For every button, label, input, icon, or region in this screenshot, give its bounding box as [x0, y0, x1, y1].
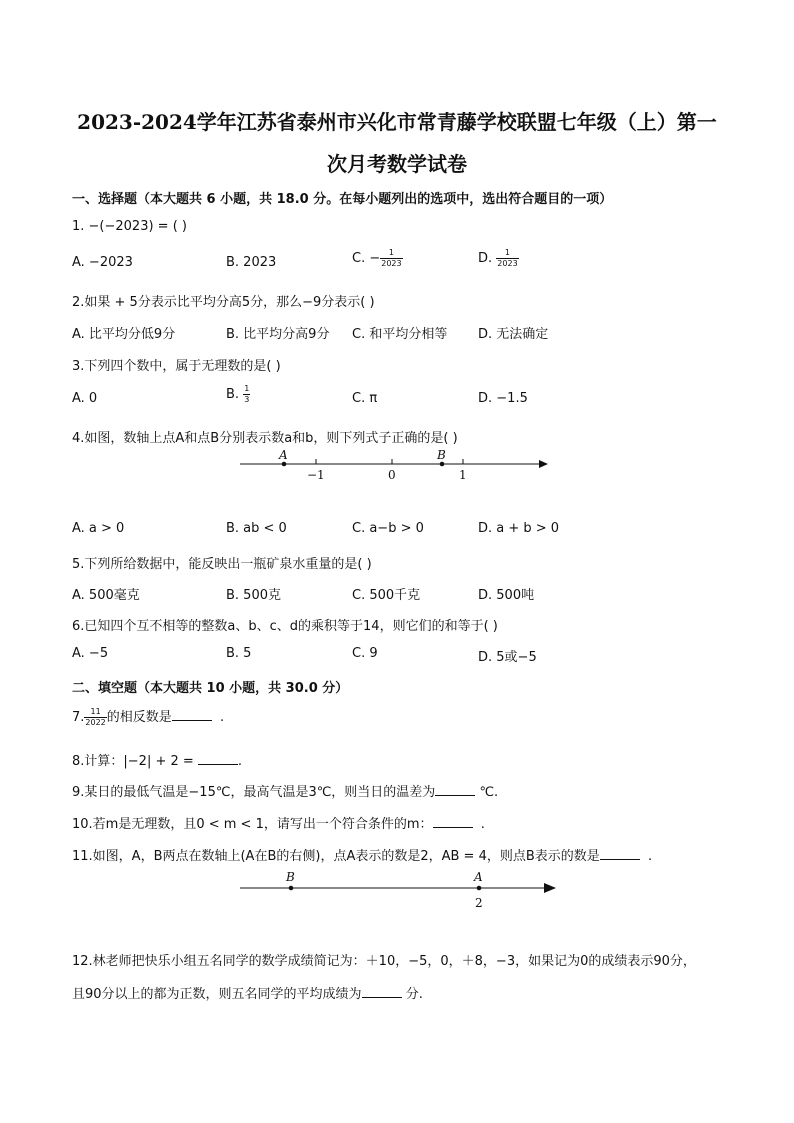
question-4-option-a: A. a > 0	[72, 521, 125, 536]
page-title-line-2: 次月考数学试卷	[327, 152, 467, 176]
point-b-label: B	[286, 870, 295, 884]
question-1-option-d-prefix: D.	[478, 251, 493, 266]
tick-label-1: 1	[459, 468, 467, 482]
question-12-line-2: 且90分以上的都为正数，则五名同学的平均成绩为 分.	[72, 987, 423, 1002]
question-6-option-a: A. −5	[72, 646, 109, 661]
question-6-option-b: B. 5	[226, 646, 252, 661]
point-a-label: A	[279, 448, 288, 462]
question-9-text: 9.某日的最低气温是−15℃，最高气温是3℃，则当日的温差为	[72, 785, 436, 800]
question-6-option-c: C. 9	[352, 646, 378, 661]
question-1-option-b: B. 2023	[226, 255, 277, 270]
tick-label-0: 0	[388, 468, 396, 482]
question-3-stem: 3.下列四个数中，属于无理数的是( )	[72, 359, 281, 374]
point-a-label: A	[474, 870, 483, 884]
page-title-line-1: 2023-2024学年江苏省泰州市兴化市常青藤学校联盟七年级（上）第一	[77, 110, 717, 134]
question-5-option-b: B. 500克	[226, 588, 281, 603]
fraction: $\frac{1}{2023}$	[381, 248, 402, 268]
question-4-option-c: C. a−b > 0	[352, 521, 424, 536]
tick-label-2: 2	[475, 896, 483, 910]
question-1-option-c-prefix: C. −	[352, 251, 381, 266]
question-11-text: 11.如图，A，B两点在数轴上(A在B的右侧)，点A表示的数是2，AB = 4，则点B表示的数是	[72, 849, 600, 864]
question-3-option-a: A. 0	[72, 391, 98, 406]
question-8: 8.计算：|−2| + 2 = .	[72, 754, 243, 769]
arrow-head	[544, 883, 556, 893]
section-1-heading: 一、选择题（本大题共 6 小题，共 18.0 分。在每小题列出的选项中，选出符合题目的一项）	[72, 192, 613, 207]
point-b-label: B	[437, 448, 446, 462]
question-1-option-d	[478, 248, 519, 269]
question-10: 10.若m是无理数，且0 < m < 1，请写出一个符合条件的m： .	[72, 817, 485, 832]
answer-blank[interactable]	[433, 815, 473, 828]
question-2-option-b: B. 比平均分高9分	[226, 327, 330, 342]
question-8-text: 8.计算：|−2| + 2 =	[72, 754, 194, 769]
question-12-text: 且90分以上的都为正数，则五名同学的平均成绩为	[72, 987, 362, 1002]
fraction: $\frac{11}{2022}$	[85, 707, 106, 727]
question-3-option-b	[226, 384, 250, 405]
question-4-stem: 4.如图，数轴上点A和点B分别表示数a和b，则下列式子正确的是( )	[72, 431, 458, 446]
tick-label-minus-1: −1	[307, 468, 325, 482]
arrow-head	[539, 460, 548, 468]
question-11: 11.如图，A，B两点在数轴上(A在B的右侧)，点A表示的数是2，AB = 4，则点B表示的数是 .	[72, 849, 653, 864]
question-1-stem: 1. −(−2023) = ( )	[72, 219, 187, 234]
question-5-stem: 5.下列所给数据中，能反映出一瓶矿泉水重量的是( )	[72, 557, 372, 572]
question-7-text: 的相反数是	[106, 710, 172, 725]
point-b-dot	[440, 462, 445, 467]
question-7: 7. $\frac{11}{2022}$ 的相反数是 .	[72, 707, 225, 727]
question-10-text: 10.若m是无理数，且0 < m < 1，请写出一个符合条件的m：	[72, 817, 433, 832]
answer-blank[interactable]	[600, 847, 640, 860]
question-4-option-b: B. ab < 0	[226, 521, 287, 536]
question-2-option-a: A. 比平均分低9分	[72, 327, 176, 342]
question-1-option-c	[352, 248, 403, 269]
question-1-option-a: A. −2023	[72, 255, 133, 270]
answer-blank[interactable]	[435, 783, 475, 796]
question-9: 9.某日的最低气温是−15℃，最高气温是3℃，则当日的温差为 ℃.	[72, 785, 499, 800]
question-2-option-d: D. 无法确定	[478, 327, 549, 342]
question-11-number-line	[230, 866, 570, 912]
question-4-number-line	[230, 446, 560, 486]
point-b-dot	[289, 886, 294, 891]
fraction: $\frac{1}{3}$	[244, 384, 250, 404]
question-7-prefix: 7.	[72, 710, 85, 725]
section-2-heading: 二、填空题（本大题共 10 小题，共 30.0 分）	[72, 681, 349, 696]
fraction: $\frac{1}{2023}$	[497, 248, 518, 268]
point-a-dot	[477, 886, 482, 891]
question-12-line-1: 12.林老师把快乐小组五名同学的数学成绩简记为：＋10，−5，0，＋8，−3，如果记为0的成绩表示90分，	[72, 954, 696, 969]
question-4-option-d: D. a + b > 0	[478, 521, 560, 536]
question-3-option-c: C. π	[352, 391, 378, 406]
question-5-option-d: D. 500吨	[478, 588, 535, 603]
question-5-option-a: A. 500毫克	[72, 588, 140, 603]
point-a-dot	[282, 462, 287, 467]
question-3-option-b-prefix: B.	[226, 387, 240, 402]
answer-blank[interactable]	[172, 708, 212, 721]
question-3-option-d: D. −1.5	[478, 391, 528, 406]
question-6-stem: 6.已知四个互不相等的整数a、b、c、d的乘积等于14，则它们的和等于( )	[72, 619, 498, 634]
question-5-option-c: C. 500千克	[352, 588, 421, 603]
answer-blank[interactable]	[362, 985, 402, 998]
answer-blank[interactable]	[198, 752, 238, 765]
question-6-option-d: D. 5或−5	[478, 650, 537, 665]
question-2-option-c: C. 和平均分相等	[352, 327, 448, 342]
question-2-stem: 2.如果 + 5分表示比平均分高5分，那么−9分表示( )	[72, 295, 375, 310]
